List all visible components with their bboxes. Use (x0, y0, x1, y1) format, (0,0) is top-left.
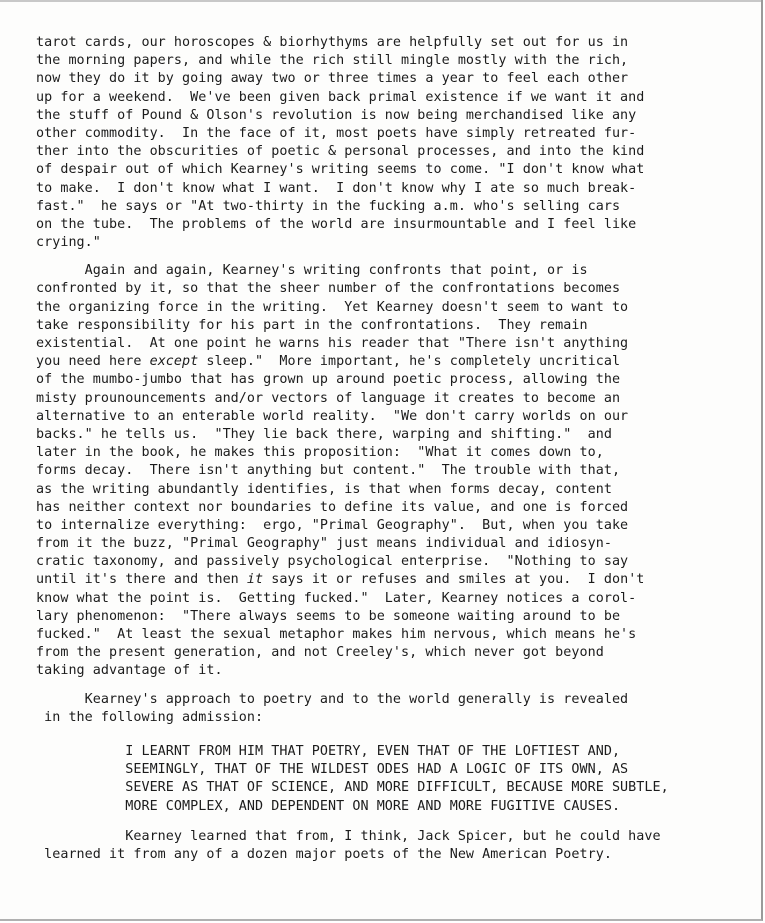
text-line: of the mumbo-jumbo that has grown up around poetic process, allowing the (36, 372, 621, 388)
text-line (36, 571, 726, 589)
text-line: from it the buzz, "Primal Geography" just means individual and idiosyn- (36, 536, 612, 552)
text-line: cratic taxonomy, and passively psychological enterprise. "Nothing to say (36, 554, 629, 570)
italic-text: it (246, 572, 264, 588)
text-line: fucked." At least the sexual metaphor makes him nervous, which means he's (36, 627, 637, 642)
text-line: existential. At one point he warns his reader that "There isn't anything (36, 336, 629, 351)
text-line: to internalize everything: ergo, "Primal Geography". But, when you take (36, 517, 629, 533)
text-line: up for a weekend. We've been given back primal existence if we want it and (36, 89, 645, 105)
quote-line: SEVERE AS THAT OF SCIENCE, AND MORE DIFFICULT, BECAUSE MORE SUBTLE, (36, 780, 669, 796)
text-line: alternative to an enterable world reality. "We don't carry worlds on our (36, 408, 629, 424)
text-line: has neither context nor boundaries to define its value, and one is forced (36, 499, 629, 515)
quote-line: SEEMINGLY, THAT OF THE WILDEST ODES HAD A LOGIC OF ITS OWN, AS (36, 762, 629, 778)
text-line: Kearney learned that from, I think, Jack Spicer, but he could have (36, 828, 661, 844)
text-line: fast." he says or "At two-thirty in the fucking a.m. who's selling cars (36, 198, 621, 214)
text-line: take responsibility for his part in the confrontations. They remain (36, 317, 588, 333)
page-top-edge (0, 0, 761, 2)
text-line: from the present generation, and not Creeley's, which never got beyond (36, 645, 604, 661)
quote-line: I LEARNT FROM HIM THAT POETRY, EVEN THAT OF THE LOFTIEST AND, (36, 743, 621, 759)
text-line: Again and again, Kearney's writing confronts that point, or is (36, 263, 588, 279)
text-run: says it or refuses and smiles at you. I don't (263, 572, 645, 588)
text-line: on the tube. The problems of the world are insurmountable and I feel like (36, 216, 637, 232)
block-quote (36, 743, 726, 816)
text-line: the morning papers, and while the rich still mingle mostly with the rich, (36, 53, 629, 69)
text-run: sleep." More important, he's completely uncritical (198, 354, 621, 370)
text-line: forms decay. There isn't anything but content." The trouble with that, (36, 463, 621, 479)
text-line: later in the book, he makes this proposition: "What it comes down to, (36, 445, 604, 461)
text-line: misty prounouncements and/or vectors of language it creates to become an (36, 390, 621, 406)
paragraph-1 (36, 34, 726, 252)
text-line: in the following admission: (36, 709, 264, 725)
paragraph-2 (36, 262, 726, 680)
text-line: confronted by it, so that the sheer number of the confrontations becomes (36, 281, 621, 297)
text-line: of despair out of which Kearney's writing seems to come. "I don't know what (36, 162, 645, 178)
text-line (36, 353, 726, 371)
text-run: until it's there and then (36, 572, 247, 588)
text-line: crying." (36, 235, 101, 251)
italic-text: except (149, 354, 199, 370)
text-line: other commodity. In the face of it, most poets have simply retreated fur- (36, 125, 637, 141)
text-line: to make. I don't know what I want. I don't know why I ate so much break- (36, 180, 637, 196)
text-line: Kearney's approach to poetry and to the world generally is revealed (36, 691, 629, 707)
document-body (36, 34, 726, 864)
text-line: know what the point is. Getting fucked." Later, Kearney notices a corol- (36, 590, 637, 606)
text-run: you need here (36, 354, 150, 370)
paragraph-5 (36, 828, 726, 864)
text-line: ther into the obscurities of poetic & personal processes, and into the kind (36, 144, 645, 160)
text-line: now they do it by going away two or three times a year to feel each other (36, 71, 629, 87)
text-line: lary phenomenon: "There always seems to be someone waiting around to be (36, 608, 621, 624)
text-line: the organizing force in the writing. Yet Kearney doesn't seem to want to (36, 299, 629, 315)
text-line: as the writing abundantly identifies, is that when forms decay, content (36, 481, 612, 497)
text-line: learned it from any of a dozen major poets of the New American Poetry. (36, 846, 612, 862)
paragraph-3 (36, 691, 726, 727)
quote-line: MORE COMPLEX, AND DEPENDENT ON MORE AND MORE FUGITIVE CAUSES. (36, 798, 621, 814)
text-line: taking advantage of it. (36, 663, 223, 679)
text-line: the stuff of Pound & Olson's revolution is now being merchandised like any (36, 107, 637, 123)
text-line: backs." he tells us. "They lie back there, warping and shifting." and (36, 426, 612, 442)
text-line: tarot cards, our horoscopes & biorhythyms are helpfully set out for us in (36, 35, 629, 50)
